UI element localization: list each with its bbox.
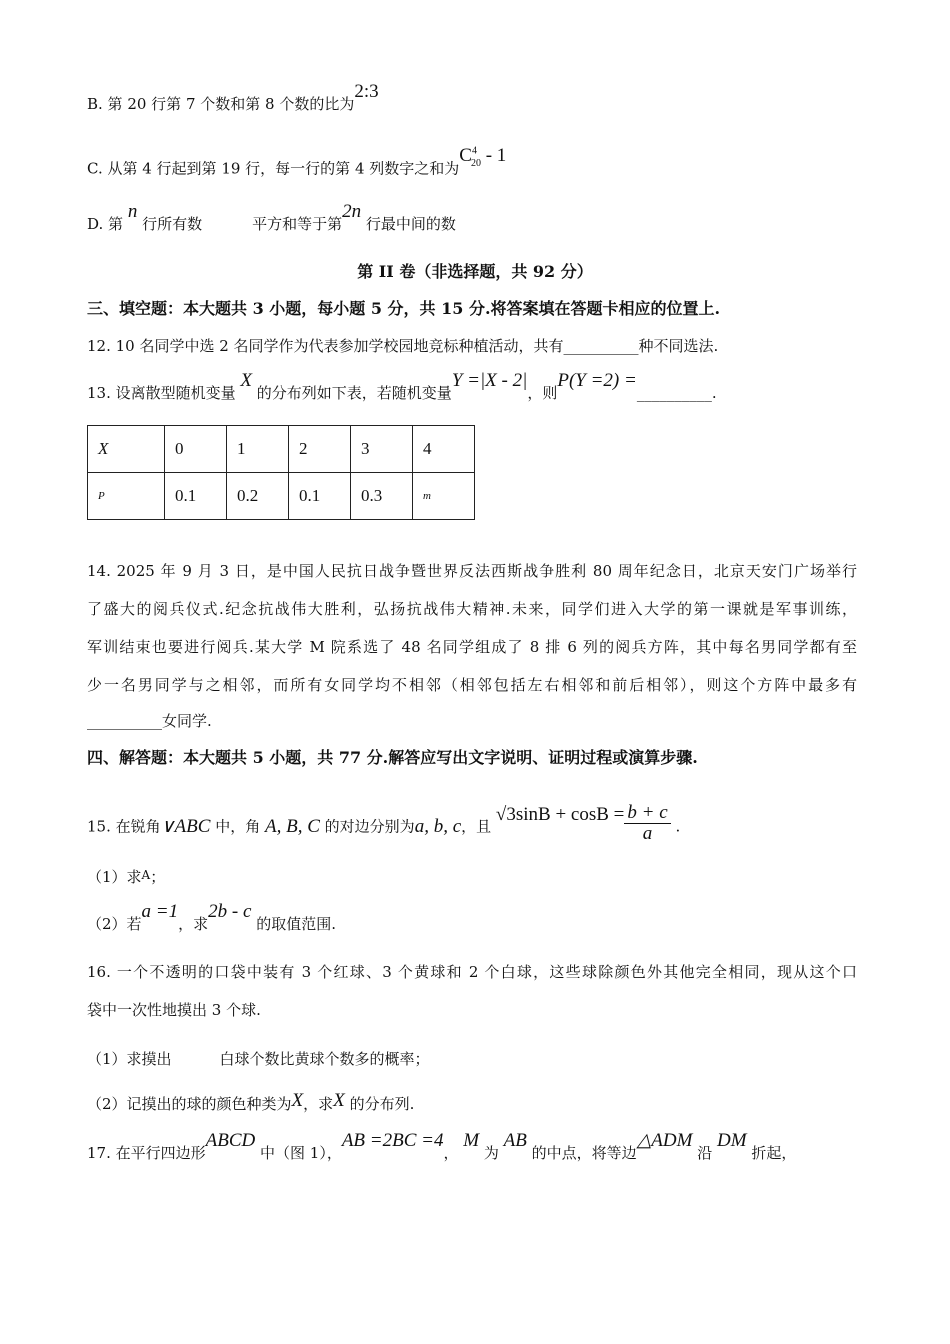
table-cell: X [88,426,165,473]
text: __________. [636,384,717,402]
table-cell: 1 [227,426,289,473]
math: Y =|X - 2| [451,370,528,391]
text: （2）记摸出的球的颜色种类为 [87,1095,292,1113]
math: 2b - c [208,901,252,922]
option-text: B. 第 20 行第 7 个数和第 8 个数的比为 [87,95,355,113]
table-cell: P [88,473,165,520]
table-cell: 2 [289,426,351,473]
text: ，求 [303,1095,334,1113]
math: DM [717,1130,747,1151]
text: 17. 在平行四边形 [87,1144,206,1162]
table-cell: 0 [165,426,227,473]
math: ∨ABC [160,815,211,837]
table-cell: 3 [351,426,413,473]
text: 中（图 1）， [260,1144,342,1162]
math [459,145,507,170]
text: 的分布列. [349,1095,415,1113]
text: 为 [483,1144,499,1162]
text: ， [443,1144,459,1162]
math: n [127,201,138,222]
text: 15. 在锐角 [87,817,161,836]
math: M [463,1130,480,1151]
math: √3sinB + cosB = [495,803,625,825]
text: 的中点，将等边 [531,1144,637,1162]
text: ，求 [178,915,209,933]
math: AB =2BC =4 [341,1130,444,1151]
question-12: 12. 10 名同学中选 2 名同学作为代表参加学校园地竞标种植活动，共有__________种不同选法. [87,337,719,355]
math: A, B, C [265,815,320,837]
option-text: C. 从第 4 行起到第 19 行，每一行的第 4 列数字之和为 [87,159,460,178]
table-cell: m [413,473,475,520]
text: 13. 设离散型随机变量 [87,384,236,402]
option-d [87,201,456,234]
text: ，则 [527,384,558,402]
distribution-table [87,425,475,520]
table-cell: 0.1 [165,473,227,520]
text: ，且 [461,817,492,836]
text: （1）求摸出 [87,1050,172,1068]
question-16-line: 袋中一次性地摸出 3 个球. [87,1001,261,1019]
question-15-part-1 [87,867,165,888]
math: P(Y =2) = [557,370,637,391]
text: 行最中间的数 [365,215,456,233]
section-3-heading: 三、填空题：本大题共 3 小题，每小题 5 分，共 15 分.将答案填在答题卡相应的位置上. [87,299,721,318]
math: A [141,868,151,882]
math: X [333,1090,345,1111]
table-cell: 0.3 [351,473,413,520]
question-14-line: __________女同学. [87,712,212,730]
math-tail: - 1 [480,145,507,167]
fraction [624,803,670,844]
table-cell: 0.2 [227,473,289,520]
table-cell: 0.1 [289,473,351,520]
math: a, b, c [414,815,462,837]
math-sup: 4 [471,146,477,157]
math: AB [503,1130,527,1151]
text: 折起， [751,1144,797,1162]
text: 白球个数比黄球个数多的概率； [219,1050,430,1068]
text: D. 第 [87,215,124,233]
question-15-part-2 [87,901,336,934]
question-16-part-1 [87,1049,430,1069]
text: 行所有数 [142,215,203,233]
question-14-line: 军训结束也要进行阅兵.某大学 M 院系选了 48 名同学组成了 8 排 6 列的阅兵方阵，其中每名男同学都有至 [87,638,857,656]
denominator: a [642,823,653,844]
question-17 [87,1130,797,1163]
text: （2）若 [87,915,142,933]
math: 2n [342,201,362,222]
text: 中，角 [215,817,261,836]
part-title: 第 II 卷（非选择题，共 92 分） [357,262,593,281]
section-4-heading: 四、解答题：本大题共 5 小题，共 77 分.解答应写出文字说明、证明过程或演算步骤. [87,748,698,767]
numerator: b + c [624,803,670,824]
question-14-line: 少一名男同学与之相邻，而所有女同学均不相邻（相邻包括左右相邻和前后相邻），则这个方阵中最多有 [87,676,857,694]
question-13 [87,370,717,403]
math: △ADM [636,1130,693,1151]
math-sub: 20 [470,158,481,170]
math: X [240,370,253,391]
text: ； [150,868,166,886]
text: 沿 [697,1144,713,1162]
math: X [291,1090,304,1111]
option-c [87,145,507,186]
text: 的对边分别为 [324,817,415,836]
math: ABCD [205,1130,256,1151]
option-b [87,81,379,114]
text: （1）求 [87,868,142,886]
math: 2:3 [354,81,379,102]
text: 平方和等于第 [252,215,343,233]
question-15 [87,802,681,848]
table-row [88,426,475,473]
question-14-line: 了盛大的阅兵仪式.纪念抗战伟大胜利，弘扬抗战伟大精神.未来，同学们进入大学的第一课就是军事训练， [87,600,857,618]
math-c: C [459,145,472,167]
table-cell: 4 [413,426,475,473]
table-row [88,473,475,520]
text: 的取值范围. [256,915,336,933]
text: . [675,817,681,836]
text: 的分布列如下表，若随机变量 [256,384,452,402]
question-16-part-2 [87,1090,415,1114]
math: a =1 [141,901,179,922]
question-14-line: 14. 2025 年 9 月 3 日，是中国人民抗日战争暨世界反法西斯战争胜利 80 周年纪念日，北京天安门广场举行 [87,562,857,580]
question-16-line: 16. 一个不透明的口袋中装有 3 个红球、3 个黄球和 2 个白球，这些球除颜色外其他完全相同，现从这个口 [87,963,857,981]
